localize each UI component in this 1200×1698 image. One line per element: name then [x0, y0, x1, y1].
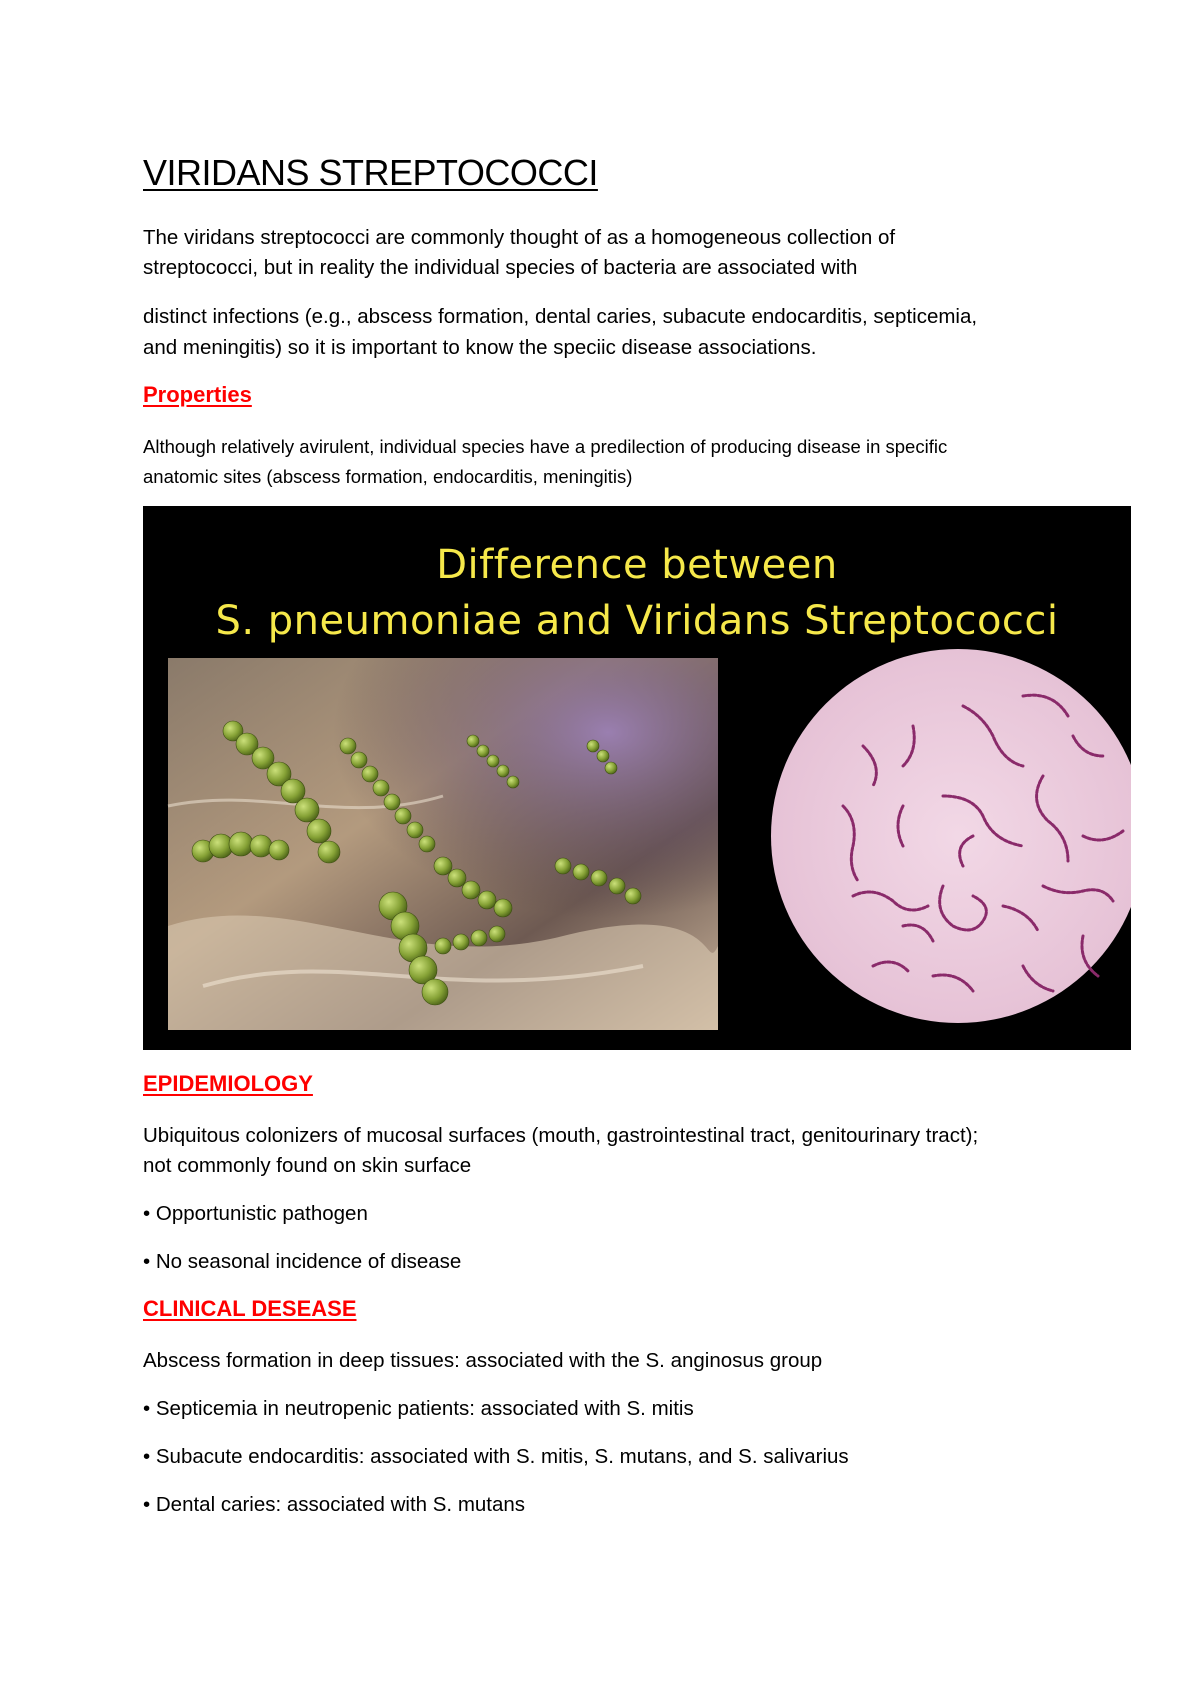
clinical-line-1: Abscess formation in deep tissues: associated with the S. anginosus group: [143, 1349, 823, 1372]
clinical-bullet-3: • Dental caries: associated with S. mutans: [143, 1493, 526, 1516]
intro-line-2: streptococci, but in reality the individual species of bacteria are associated with: [143, 256, 858, 279]
epidemiology-line-2: not commonly found on skin surface: [143, 1154, 472, 1177]
bacteria-render-image: [168, 658, 718, 1030]
epidemiology-bullet-1: • Opportunistic pathogen: [143, 1202, 368, 1225]
properties-heading: Properties: [143, 382, 252, 407]
epidemiology-bullet-2: • No seasonal incidence of disease: [143, 1250, 462, 1273]
figure-title-line-2: S. pneumoniae and Viridans Streptococci: [215, 598, 1059, 644]
clinical-bullet-1: • Septicemia in neutropenic patients: associated with S. mitis: [143, 1397, 694, 1420]
epidemiology-heading: EPIDEMIOLOGY: [143, 1071, 313, 1096]
epidemiology-line-1: Ubiquitous colonizers of mucosal surfaces (mouth, gastrointestinal tract, genitourinary tract);: [143, 1124, 979, 1147]
properties-line-2: anatomic sites (abscess formation, endocarditis, meningitis): [143, 466, 633, 487]
properties-line-1: Although relatively avirulent, individual species have a predilection of producing disease in specific: [143, 436, 948, 457]
clinical-bullet-2: • Subacute endocarditis: associated with S. mitis, S. mutans, and S. salivarius: [143, 1445, 849, 1468]
clinical-heading: CLINICAL DESEASE: [143, 1296, 357, 1321]
intro-line-1: The viridans streptococci are commonly thought of as a homogeneous collection of: [143, 226, 896, 249]
comparison-figure: [143, 506, 1131, 1050]
gram-stain-micrograph: [771, 649, 1131, 1023]
figure-title-line-1: Difference between: [436, 542, 838, 588]
intro-line-4: and meningitis) so it is important to know the speciic disease associations.: [143, 336, 817, 359]
page-title: VIRIDANS STREPTOCOCCI: [143, 152, 598, 193]
intro-line-3: distinct infections (e.g., abscess formation, dental caries, subacute endocarditis, septicemia,: [143, 305, 978, 328]
